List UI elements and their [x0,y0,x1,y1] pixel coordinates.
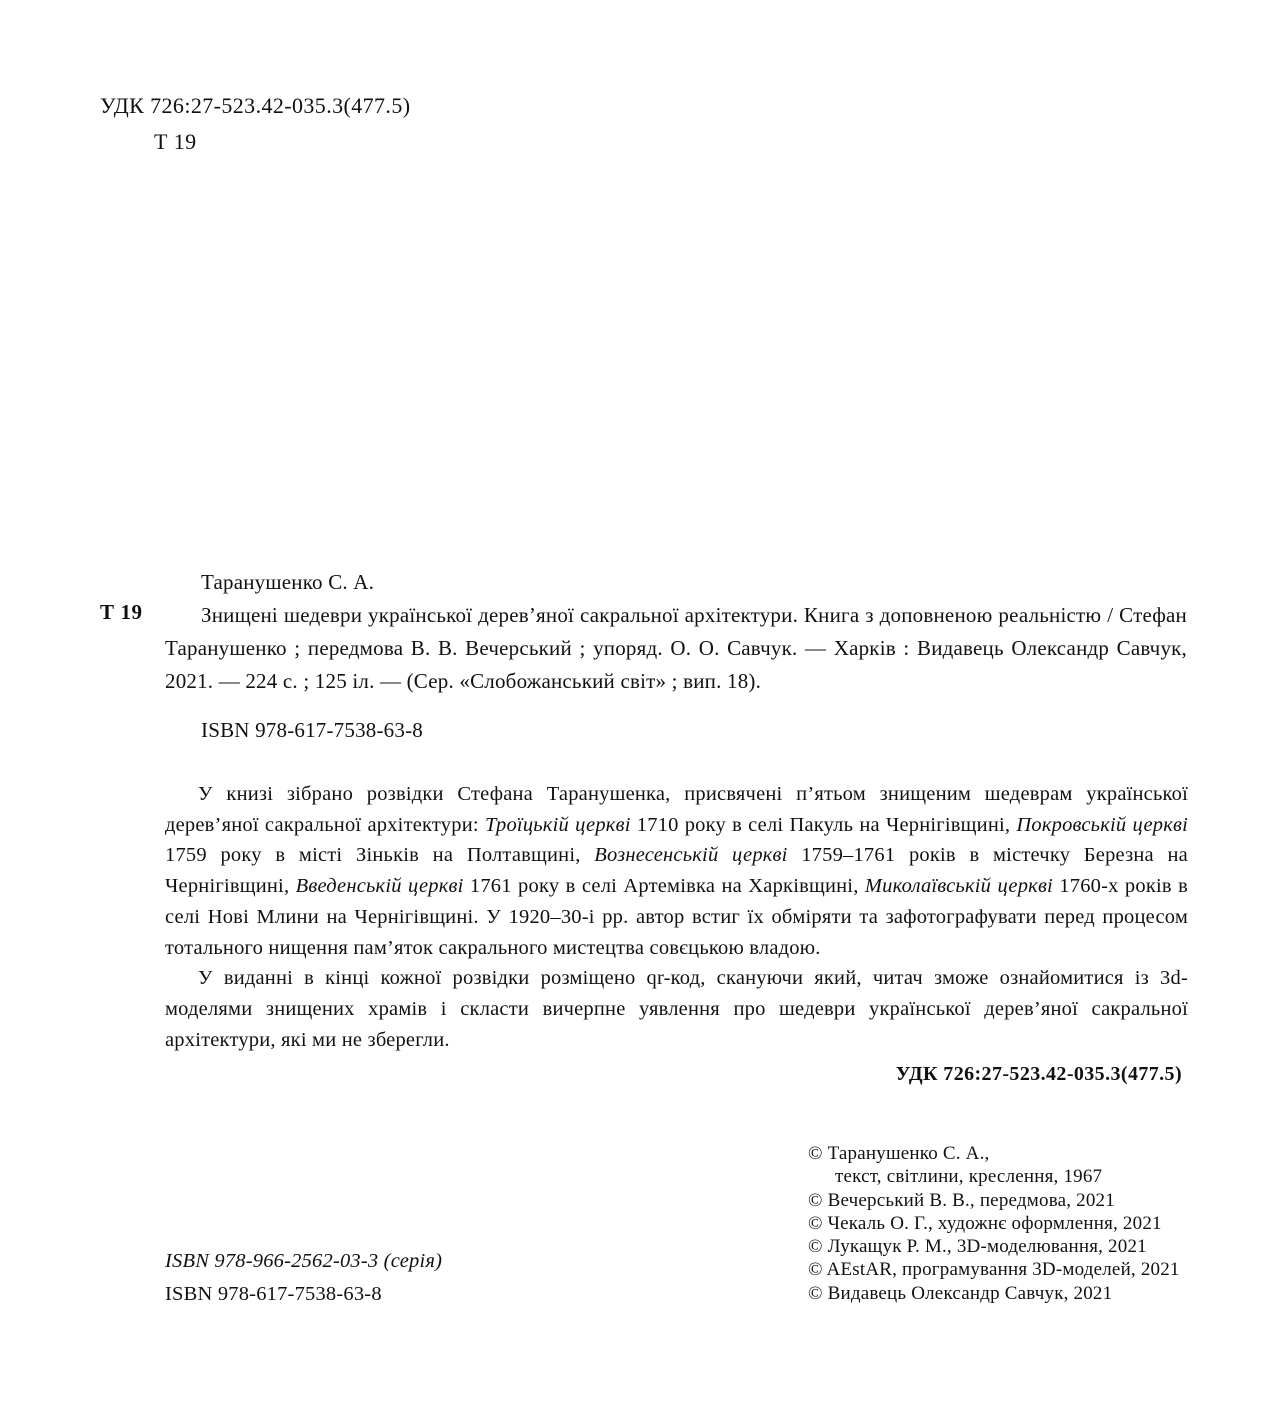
annotation-text-segment: 1760-х років в селі Нові Млини на Чернігівщині. У 1920–30-і рр. автор встиг їх обміряти та зафотографувати перед процесом тотального нищення пам’яток сакрального мистецтва совєцькою владою. [165,875,1188,959]
catalog-entry [165,566,1187,747]
udc-code-top: УДК 726:27-523.42-035.3(477.5) [100,93,411,118]
isbn-series: ISBN 978-966-2562-03-3 (серія) [165,1250,443,1272]
copyright-line-continuation: текст, світлини, креслення, 1967 [835,1166,1103,1188]
copyright-block [808,1142,1180,1305]
copyright-line: © Видавець Олександр Савчук, 2021 [808,1282,1113,1304]
copyright-line: © Лукащук Р. М., 3D-моделювання, 2021 [808,1236,1147,1258]
annotation-church-name: Троїцькій церкві [484,813,631,836]
udc-code-bottom: УДК 726:27-523.42-035.3(477.5) [895,1063,1182,1085]
annotation-paragraph-2: У виданні в кінці кожної розвідки розміщено qr-код, скануючи який, читач зможе ознайомитися із 3d-моделями знищених храмів і скласти вичерпне уявлення про шедеври української дерев’яної сакральної архітектури, які ми не зберегли. [165,967,1188,1051]
annotation-text-segment: У книзі зібрано розвідки Стефана Таранушенка, присвячені п’ятьом знищеним шедеврам української дерев’яної сакральної архітектури: [165,783,1188,836]
copyright-line: © AEstAR, програмування 3D-моделей, 2021 [808,1259,1180,1281]
isbn-block [165,1245,442,1310]
udc-block-top [100,88,410,160]
catalog-description: Знищені шедеври української дерев’яної сакральної архітектури. Книга з доповненою реальністю / Стефан Таранушенко ; передмова В. В. Вечерський ; упоряд. О. О. Савчук. — Харків : Видавець Олександр Савчук, 2021. — 224 с. ; 125 іл. — (Сер. «Слобожанський світ» ; вип. 18). [165,603,1187,693]
annotation-church-name: Покровській церкві [1016,813,1188,836]
annotation-text-segment: 1759–1761 років в містечку Березна на Чернігівщині, [165,844,1188,898]
classifier-code-top: Т 19 [154,129,197,154]
annotation-text-segment: 1761 року в селі Артемівка на Харківщині, [463,875,865,898]
catalog-margin-code: Т 19 [100,600,143,624]
copyright-line: © Чекаль О. Г., художнє оформлення, 2021 [808,1212,1162,1234]
annotation-church-name: Введенській церкві [295,875,464,898]
copyright-line: © Вечерський В. В., передмова, 2021 [808,1189,1115,1211]
annotation-church-name: Миколаївській церкві [864,875,1053,898]
catalog-author: Таранушенко С. А. [201,570,375,594]
isbn-book: ISBN 978-617-7538-63-8 [165,1282,382,1305]
annotation-text-segment: 1710 року в селі Пакуль на Чернігівщині, [630,813,1017,836]
annotation-text-segment: 1759 року в місті Зіньків на Полтавщині, [165,844,595,867]
copyright-line: © Таранушенко С. А., [808,1143,990,1164]
catalog-isbn: ISBN 978-617-7538-63-8 [201,718,423,742]
annotation-block [165,779,1188,1055]
annotation-paragraph-1 [165,779,1188,963]
annotation-church-name: Вознесенській церкві [594,844,788,867]
